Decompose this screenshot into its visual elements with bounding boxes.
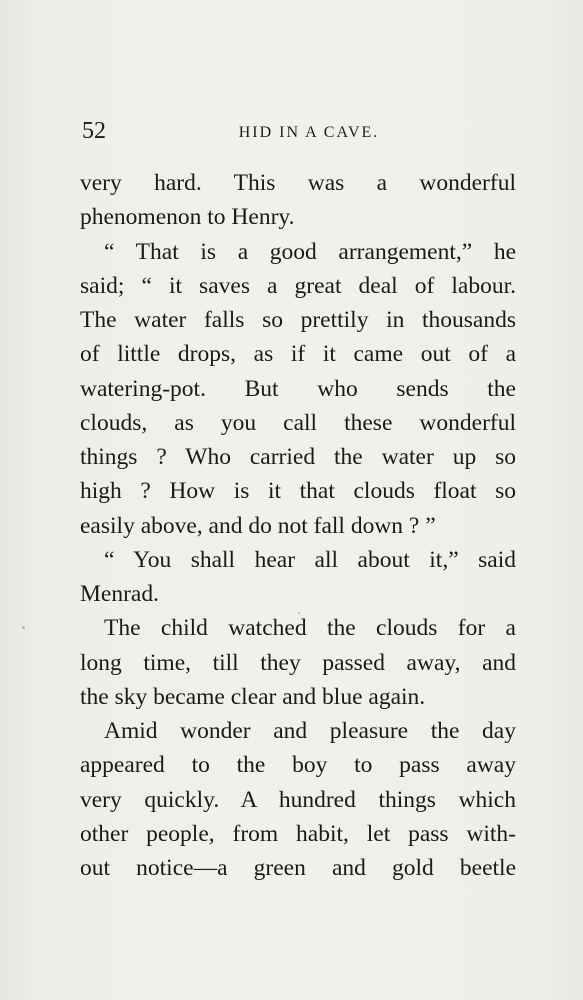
text-line: said; “ it saves a great deal of labour. [80, 272, 516, 299]
text-line: watering-pot. But who sends the [80, 375, 516, 402]
text-line: phenomenon to Henry. [80, 204, 295, 231]
text-line: high ? How is it that clouds float so [80, 478, 516, 505]
text-line: things ? Who carried the water up so [80, 444, 516, 470]
text-line: “ That is a good arrangement,” he [104, 238, 516, 265]
text-line: very hard. This was a wonderful [80, 170, 516, 196]
text-line: long time, till they passed away, and [80, 649, 516, 676]
text-line: appeared to the boy to pass away [80, 752, 516, 779]
text-line: clouds, as you call these wonderful [80, 409, 516, 436]
text-line: of little drops, as if it came out of a [80, 341, 516, 368]
text-line: the sky became clear and blue again. [80, 683, 426, 710]
text-line: Menrad. [80, 581, 159, 607]
text-line: The water falls so prettily in thousands [80, 307, 516, 333]
body-text [80, 166, 516, 885]
text-line: The child watched the clouds for a [104, 615, 516, 642]
page-number: 52 [82, 118, 106, 144]
text-line: out notice—a green and gold beetle [80, 855, 516, 881]
text-line: “ You shall hear all about it,” said [104, 546, 516, 573]
text-line: easily above, and do not fall down ? ” [80, 512, 436, 539]
running-title: HID IN A CAVE. [238, 124, 380, 141]
paper-speck [22, 626, 25, 629]
text-line: Amid wonder and pleasure the day [104, 718, 516, 744]
page-header [82, 114, 516, 150]
text-line: very quickly. A hundred things which [80, 786, 516, 813]
paper-speck [298, 612, 300, 614]
text-line: other people, from habit, let pass with- [80, 820, 516, 847]
